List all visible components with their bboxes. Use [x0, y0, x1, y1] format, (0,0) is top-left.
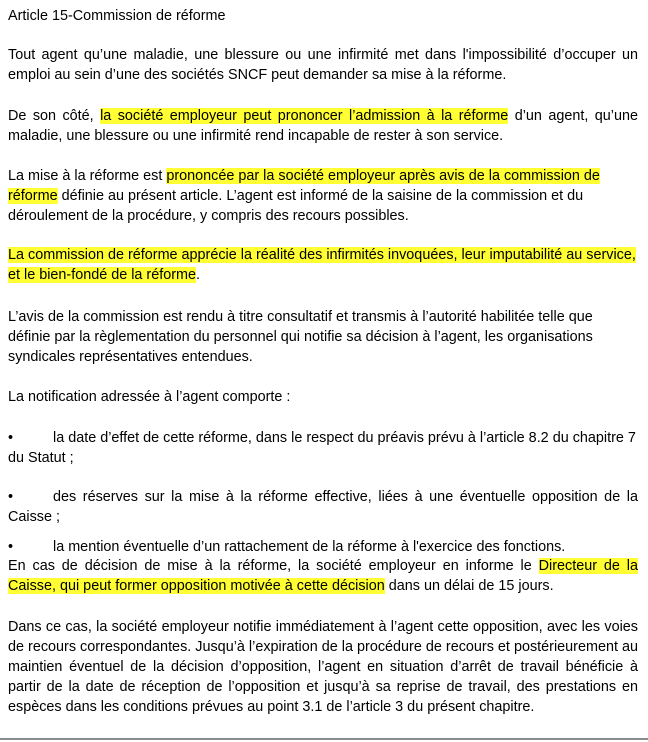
p3-text-before: La mise à la réforme est [8, 168, 167, 184]
p2-highlight: la société employeur peut prononcer l’admission à la réforme [100, 108, 509, 124]
p7-text-before: En cas de décision de mise à la réforme, la société employeur en informe le [8, 558, 539, 574]
article-title: Article 15-Commission de réforme [8, 8, 226, 24]
list-item-text: des réserves sur la mise à la réforme effective, liées à une éventuelle opposition de la Caisse ; [8, 489, 638, 525]
paragraph-1: Tout agent qu’une maladie, une blessure ou une infirmité met dans l'impossibilité d’occuper un emploi au sein d’une des sociétés SNCF peut demander sa mise à la réforme. [8, 47, 638, 83]
paragraph-4 [8, 245, 638, 285]
page-bottom-border [0, 738, 648, 740]
list-item [8, 487, 638, 527]
paragraph-3 [8, 166, 638, 226]
bullet-symbol: • [8, 489, 14, 505]
p2-text-after: d’un agent, qu’une maladie, une blessure ou une infirmité rend incapable de rester à son service. [8, 108, 638, 144]
p3-text-after: définie au présent article. L’agent est informé de la saisine de la commission et du déroulement de la procédure, y compris des recours possibles. [8, 188, 584, 224]
list-item [8, 537, 638, 557]
bullet-symbol: • [8, 539, 14, 555]
bullet-symbol: • [8, 430, 14, 446]
list-item [8, 428, 638, 468]
list-item-text: la mention éventuelle d’un rattachement de la réforme à l'exercice des fonctions. [53, 539, 566, 555]
p7-text-after: dans un délai de 15 jours. [384, 578, 554, 594]
p7-highlight: Directeur de la Caisse, qui peut former opposition motivée à cette décision [8, 558, 638, 594]
p2-text-before: De son côté, [8, 108, 101, 124]
list-item-text: la date d’effet de cette réforme, dans le respect du préavis prévu à l’article 8.2 du chapitre 7 du Statut ; [8, 430, 636, 466]
paragraph-5: L’avis de la commission est rendu à titre consultatif et transmis à l’autorité habilitée telle que définie par la règlementation du personnel qui notifie sa décision à l’agent, les organisations syndicales représentatives entendues. [8, 309, 593, 365]
paragraph-6: La notification adressée à l’agent comporte : [8, 389, 291, 405]
paragraph-7 [8, 556, 638, 596]
p4-text-after: . [196, 267, 200, 283]
p3-highlight: prononcée par la société employeur après avis de la commission de réforme [8, 168, 600, 204]
paragraph-8: Dans ce cas, la société employeur notifie immédiatement à l’agent cette opposition, avec les voies de recours correspondantes. Jusqu’à l’expiration de la procédure de recours et postérieurement au maintien éventuel de la décision d’opposition, l’agent en situation d’arrêt de travail bénéficie à partir de la date de réception de l’opposition et jusqu’à sa reprise de travail, des prestations en espèces dans les conditions prévues au point 3.1 de l’article 3 du présent chapitre. [8, 619, 638, 715]
p4-highlight: La commission de réforme apprécie la réalité des infirmités invoquées, leur imputabilité au service, et le bien-fondé de la réforme [8, 247, 636, 283]
paragraph-2 [8, 106, 638, 146]
